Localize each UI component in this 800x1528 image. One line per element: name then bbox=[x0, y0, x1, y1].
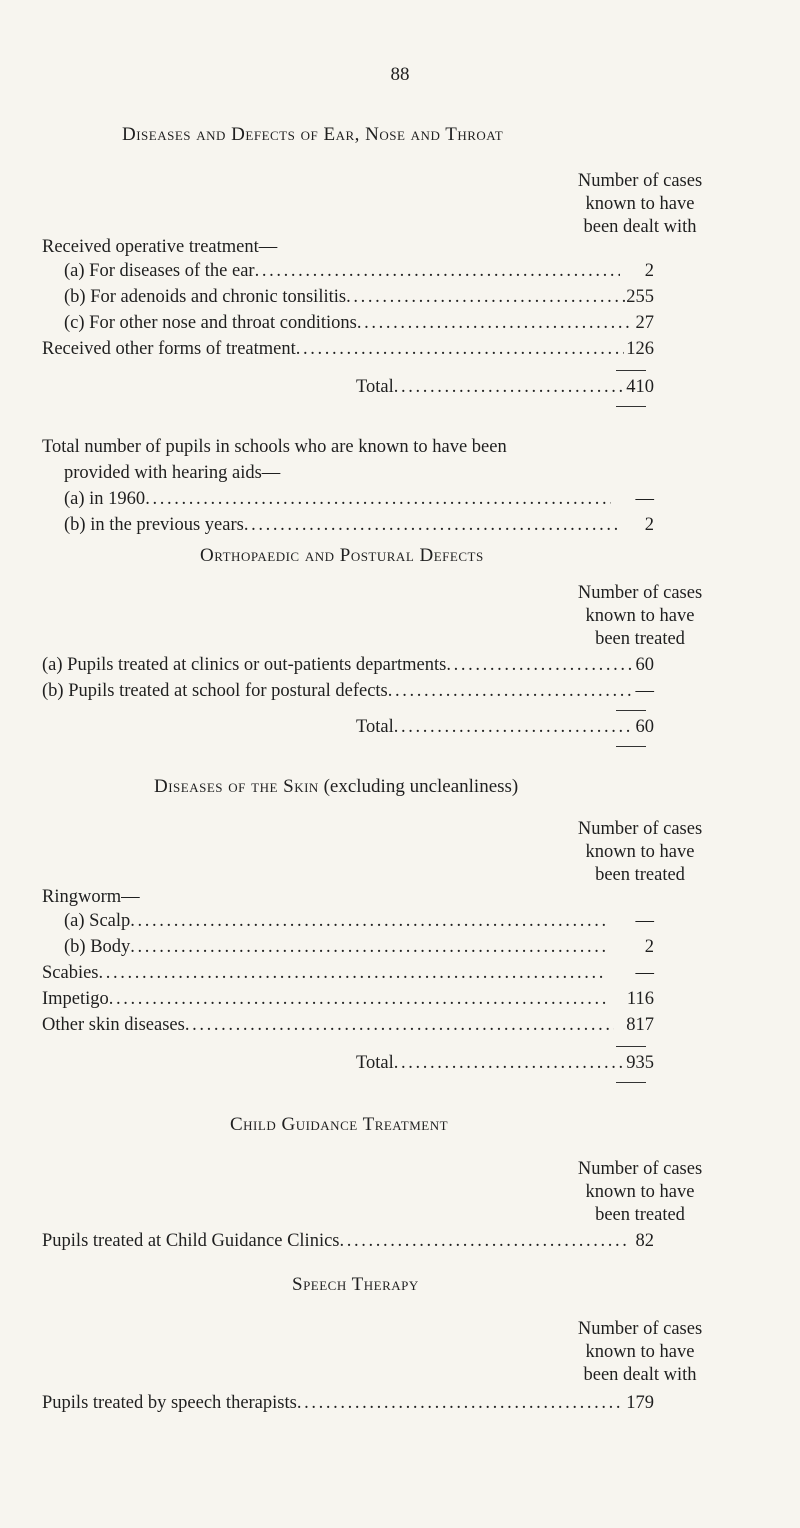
divider bbox=[616, 710, 646, 711]
ent-total bbox=[356, 374, 654, 400]
row-label: (b) For adenoids and chronic tonsilitis bbox=[64, 287, 347, 307]
row-value: 2 bbox=[644, 261, 654, 281]
col-header-line: known to have bbox=[585, 1182, 695, 1202]
table-row bbox=[42, 652, 654, 678]
row-label: (b) Pupils treated at school for postural defects bbox=[42, 681, 388, 701]
col-header-line: known to have bbox=[585, 194, 695, 214]
ortho-heading: Orthopaedic and Postural Defects bbox=[200, 545, 484, 566]
row-value: 2 bbox=[644, 937, 654, 957]
total-label: Total bbox=[356, 377, 394, 397]
speech-therapy-heading: Speech Therapy bbox=[292, 1274, 419, 1295]
row-label: (a) For diseases of the ear bbox=[64, 261, 255, 281]
skin-group-label: Ringworm— bbox=[42, 887, 140, 907]
hearing-intro-line2: provided with hearing aids— bbox=[64, 463, 281, 483]
table-row bbox=[42, 908, 654, 934]
ent-table bbox=[42, 258, 654, 362]
table-row bbox=[42, 986, 654, 1012]
col-header-line: Number of cases bbox=[577, 1159, 703, 1179]
col-header-line: been dealt with bbox=[583, 217, 697, 237]
total-row bbox=[356, 374, 654, 400]
divider bbox=[616, 1082, 646, 1083]
speech-column-header bbox=[540, 1318, 740, 1387]
table-row bbox=[42, 258, 654, 284]
col-header-line: Number of cases bbox=[577, 171, 703, 191]
row-label: Pupils treated by speech therapists bbox=[42, 1393, 297, 1413]
child-guidance-heading: Child Guidance Treatment bbox=[230, 1114, 449, 1135]
row-label: (a) Scalp bbox=[64, 911, 131, 931]
row-value: 2 bbox=[644, 515, 654, 535]
skin-heading-suffix: (excluding uncleanliness) bbox=[323, 776, 519, 797]
row-value: 27 bbox=[635, 313, 654, 333]
speech-table bbox=[42, 1390, 654, 1416]
row-label: (a) in 1960 bbox=[64, 489, 146, 509]
col-header-line: Number of cases bbox=[577, 583, 703, 603]
total-label: Total bbox=[356, 1053, 394, 1073]
table-row bbox=[64, 486, 654, 512]
total-label: Total bbox=[356, 717, 394, 737]
row-label: (b) in the previous years bbox=[64, 515, 244, 535]
table-row bbox=[42, 336, 654, 362]
hearing-intro-line1: Total number of pupils in schools who are known to have been bbox=[42, 437, 507, 457]
table-row bbox=[64, 512, 654, 538]
row-label: Scabies bbox=[42, 963, 99, 983]
row-label: (a) Pupils treated at clinics or out-patients departments bbox=[42, 655, 447, 675]
table-row bbox=[42, 1012, 654, 1038]
skin-total bbox=[356, 1050, 654, 1076]
row-value: 255 bbox=[626, 287, 654, 307]
row-value: 116 bbox=[626, 989, 654, 1009]
table-row bbox=[42, 934, 654, 960]
child-table bbox=[42, 1228, 654, 1254]
col-header-line: known to have bbox=[585, 842, 695, 862]
table-row bbox=[42, 284, 654, 310]
row-value: — bbox=[635, 963, 654, 983]
total-value: 60 bbox=[635, 717, 654, 737]
skin-table bbox=[42, 908, 654, 1038]
row-value: — bbox=[635, 911, 654, 931]
row-label: Pupils treated at Child Guidance Clinics bbox=[42, 1231, 340, 1251]
skin-column-header bbox=[540, 818, 740, 887]
row-value: 126 bbox=[626, 339, 654, 359]
skin-heading-line bbox=[154, 776, 518, 798]
total-row bbox=[356, 1050, 654, 1076]
col-header-line: known to have bbox=[585, 606, 695, 626]
col-header-line: known to have bbox=[585, 1342, 695, 1362]
table-row bbox=[42, 1390, 654, 1416]
row-label: Other skin diseases bbox=[42, 1015, 185, 1035]
col-header-line: been treated bbox=[595, 1205, 685, 1225]
ortho-table bbox=[42, 652, 654, 704]
table-row bbox=[42, 1228, 654, 1254]
total-row bbox=[356, 714, 654, 740]
row-value: 60 bbox=[635, 655, 654, 675]
row-value: 817 bbox=[626, 1015, 654, 1035]
ortho-column-header bbox=[540, 582, 740, 651]
row-value: 82 bbox=[635, 1231, 654, 1251]
divider bbox=[616, 1046, 646, 1047]
table-row bbox=[42, 678, 654, 704]
row-label: Received other forms of treatment bbox=[42, 339, 296, 359]
total-value: 935 bbox=[626, 1053, 654, 1073]
divider bbox=[616, 746, 646, 747]
row-value: 179 bbox=[626, 1393, 654, 1413]
row-label: (b) Body bbox=[64, 937, 131, 957]
row-value: — bbox=[635, 489, 654, 509]
ent-column-header bbox=[540, 170, 740, 239]
skin-heading: Diseases of the Skin bbox=[154, 776, 319, 797]
row-value: — bbox=[635, 681, 654, 701]
table-row bbox=[42, 310, 654, 336]
hearing-table bbox=[64, 486, 654, 538]
divider bbox=[616, 406, 646, 407]
col-header-line: Number of cases bbox=[577, 1319, 703, 1339]
table-row bbox=[42, 960, 654, 986]
total-value: 410 bbox=[626, 377, 654, 397]
ortho-total bbox=[356, 714, 654, 740]
col-header-line: Number of cases bbox=[577, 819, 703, 839]
row-label: (c) For other nose and throat conditions bbox=[64, 313, 357, 333]
page-number: 88 bbox=[390, 64, 410, 85]
divider bbox=[616, 370, 646, 371]
row-label: Impetigo bbox=[42, 989, 109, 1009]
ent-group-label: Received operative treatment— bbox=[42, 237, 278, 257]
col-header-line: been treated bbox=[595, 629, 685, 649]
col-header-line: been treated bbox=[595, 865, 685, 885]
col-header-line: been dealt with bbox=[583, 1365, 697, 1385]
child-column-header bbox=[540, 1158, 740, 1227]
ent-heading: Diseases and Defects of Ear, Nose and Throat bbox=[122, 124, 504, 145]
